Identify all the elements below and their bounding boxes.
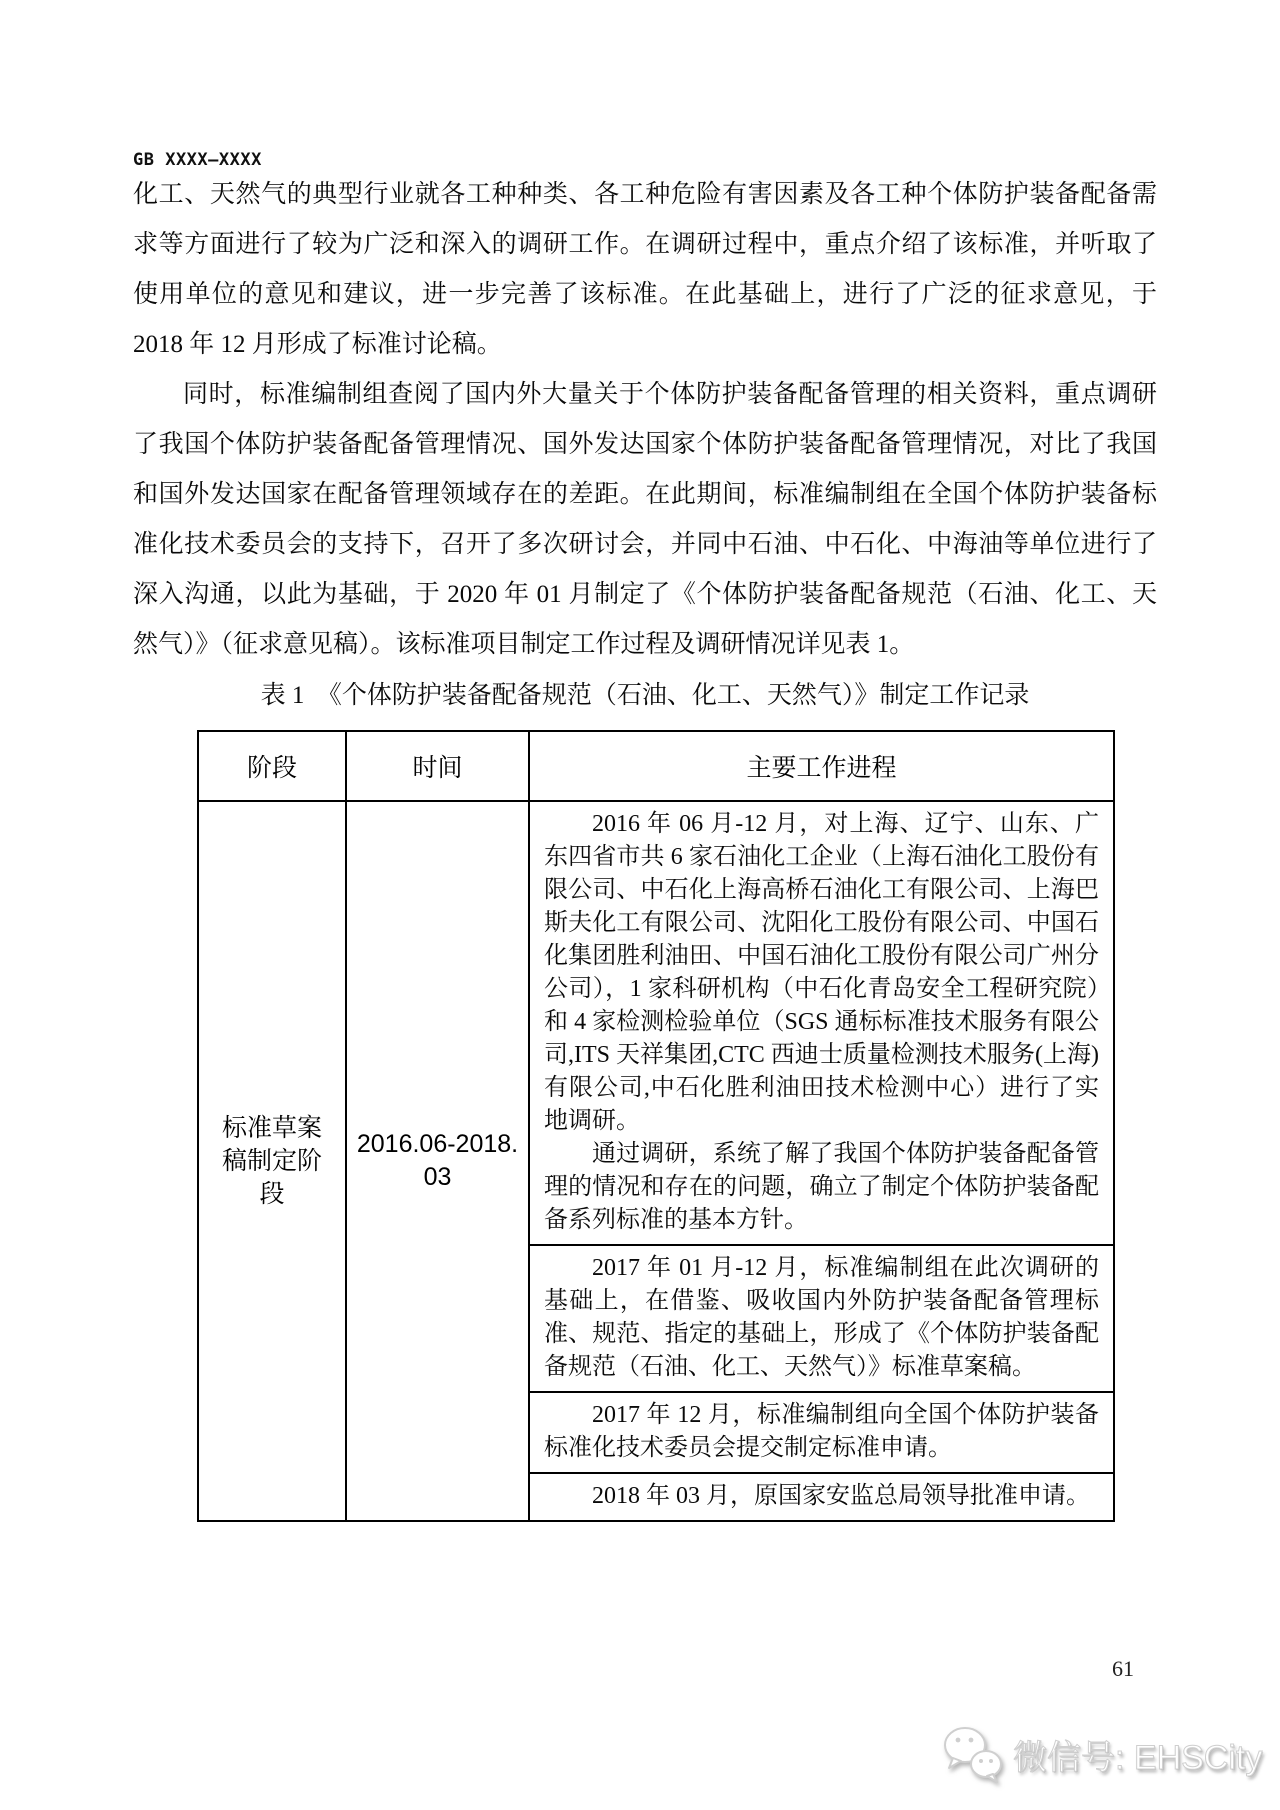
document-code: GB XXXX—XXXX [133, 150, 262, 170]
progress-paragraph: 2018 年 03 月，原国家安监总局领导批准申请。 [592, 1483, 1090, 1509]
work-record-table [197, 730, 1115, 1522]
stage-cell: 标准草案稿制定阶段 [198, 801, 346, 1521]
paragraph: 同时，标准编制组查阅了国内外大量关于个体防护装备配备管理的相关资料，重点调研了我国个体防护装备配备管理情况、国外发达国家个体防护装备配备管理情况，对比了我国和国外发达国家在配备管理领域存在的差距。在此期间，标准编制组在全国个体防护装备标准化技术委员会的支持下，召开了多次研讨会，并同中石油、中石化、中海油等单位进行了深入沟通，以此为基础，于 2020 年 01 月制定了《个体防护装备配备规范（石油、化工、天然气）》（征求意见稿）。该标准项目制定工作过程及调研情况详见表 1。 [133, 381, 1157, 658]
footer-watermark [941, 1724, 1262, 1784]
table-header-row [198, 731, 1114, 801]
progress-paragraph: 通过调研，系统了解了我国个体防护装备配备管理的情况和存在的问题，确立了制定个体防护装备配备系列标准的基本方针。 [544, 1141, 1099, 1233]
page-number: 61 [1112, 1656, 1134, 1681]
progress-cell [529, 801, 1114, 1245]
table-row [198, 801, 1114, 1245]
column-header-stage: 阶段 [198, 731, 346, 801]
progress-cell [529, 1245, 1114, 1392]
progress-cell [529, 1392, 1114, 1473]
column-header-progress: 主要工作进程 [529, 731, 1114, 801]
progress-paragraph: 2017 年 01 月-12 月，标准编制组在此次调研的基础上，在借鉴、吸收国内外防护装备配备管理标准、规范、指定的基础上，形成了《个体防护装备配备规范（石油、化工、天然气）》标准草案稿。 [544, 1255, 1099, 1380]
progress-paragraph: 2017 年 12 月，标准编制组向全国个体防护装备标准化技术委员会提交制定标准申请。 [544, 1402, 1099, 1461]
table-caption: 表 1 《个体防护装备配备规范（石油、化工、天然气）》制定工作记录 [260, 682, 1030, 709]
wechat-icon [941, 1724, 1005, 1784]
progress-cell [529, 1473, 1114, 1521]
wechat-account-label: 微信号: EHSCity [1013, 1738, 1263, 1777]
paragraph: 化工、天然气的典型行业就各工种种类、各工种危险有害因素及各工种个体防护装备配备需求等方面进行了较为广泛和深入的调研工作。在调研过程中，重点介绍了该标准，并听取了使用单位的意见和建议，进一步完善了该标准。在此基础上，进行了广泛的征求意见，于 2018 年 12 月形成了标准讨论稿。 [133, 181, 1157, 358]
column-header-period: 时间 [346, 731, 529, 801]
progress-paragraph: 2016 年 06 月-12 月，对上海、辽宁、山东、广东四省市共 6 家石油化工企业（上海石油化工股份有限公司、中石化上海高桥石油化工有限公司、上海巴斯夫化工有限公司、沈阳化工股份有限公司、中国石化集团胜利油田、中国石油化工股份有限公司广州分公司），1 家科研机构（中石化青岛安全工程研究院）和 4 家检测检验单位（SGS 通标标准技术服务有限公司,ITS 天祥集团,CTC 西迪士质量检测技术服务(上海)有限公司,中石化胜利油田技术检测中心）进行了实地调研。 [544, 811, 1099, 1134]
document-body [133, 170, 1157, 1522]
period-cell: 2016.06-2018.03 [346, 801, 529, 1521]
